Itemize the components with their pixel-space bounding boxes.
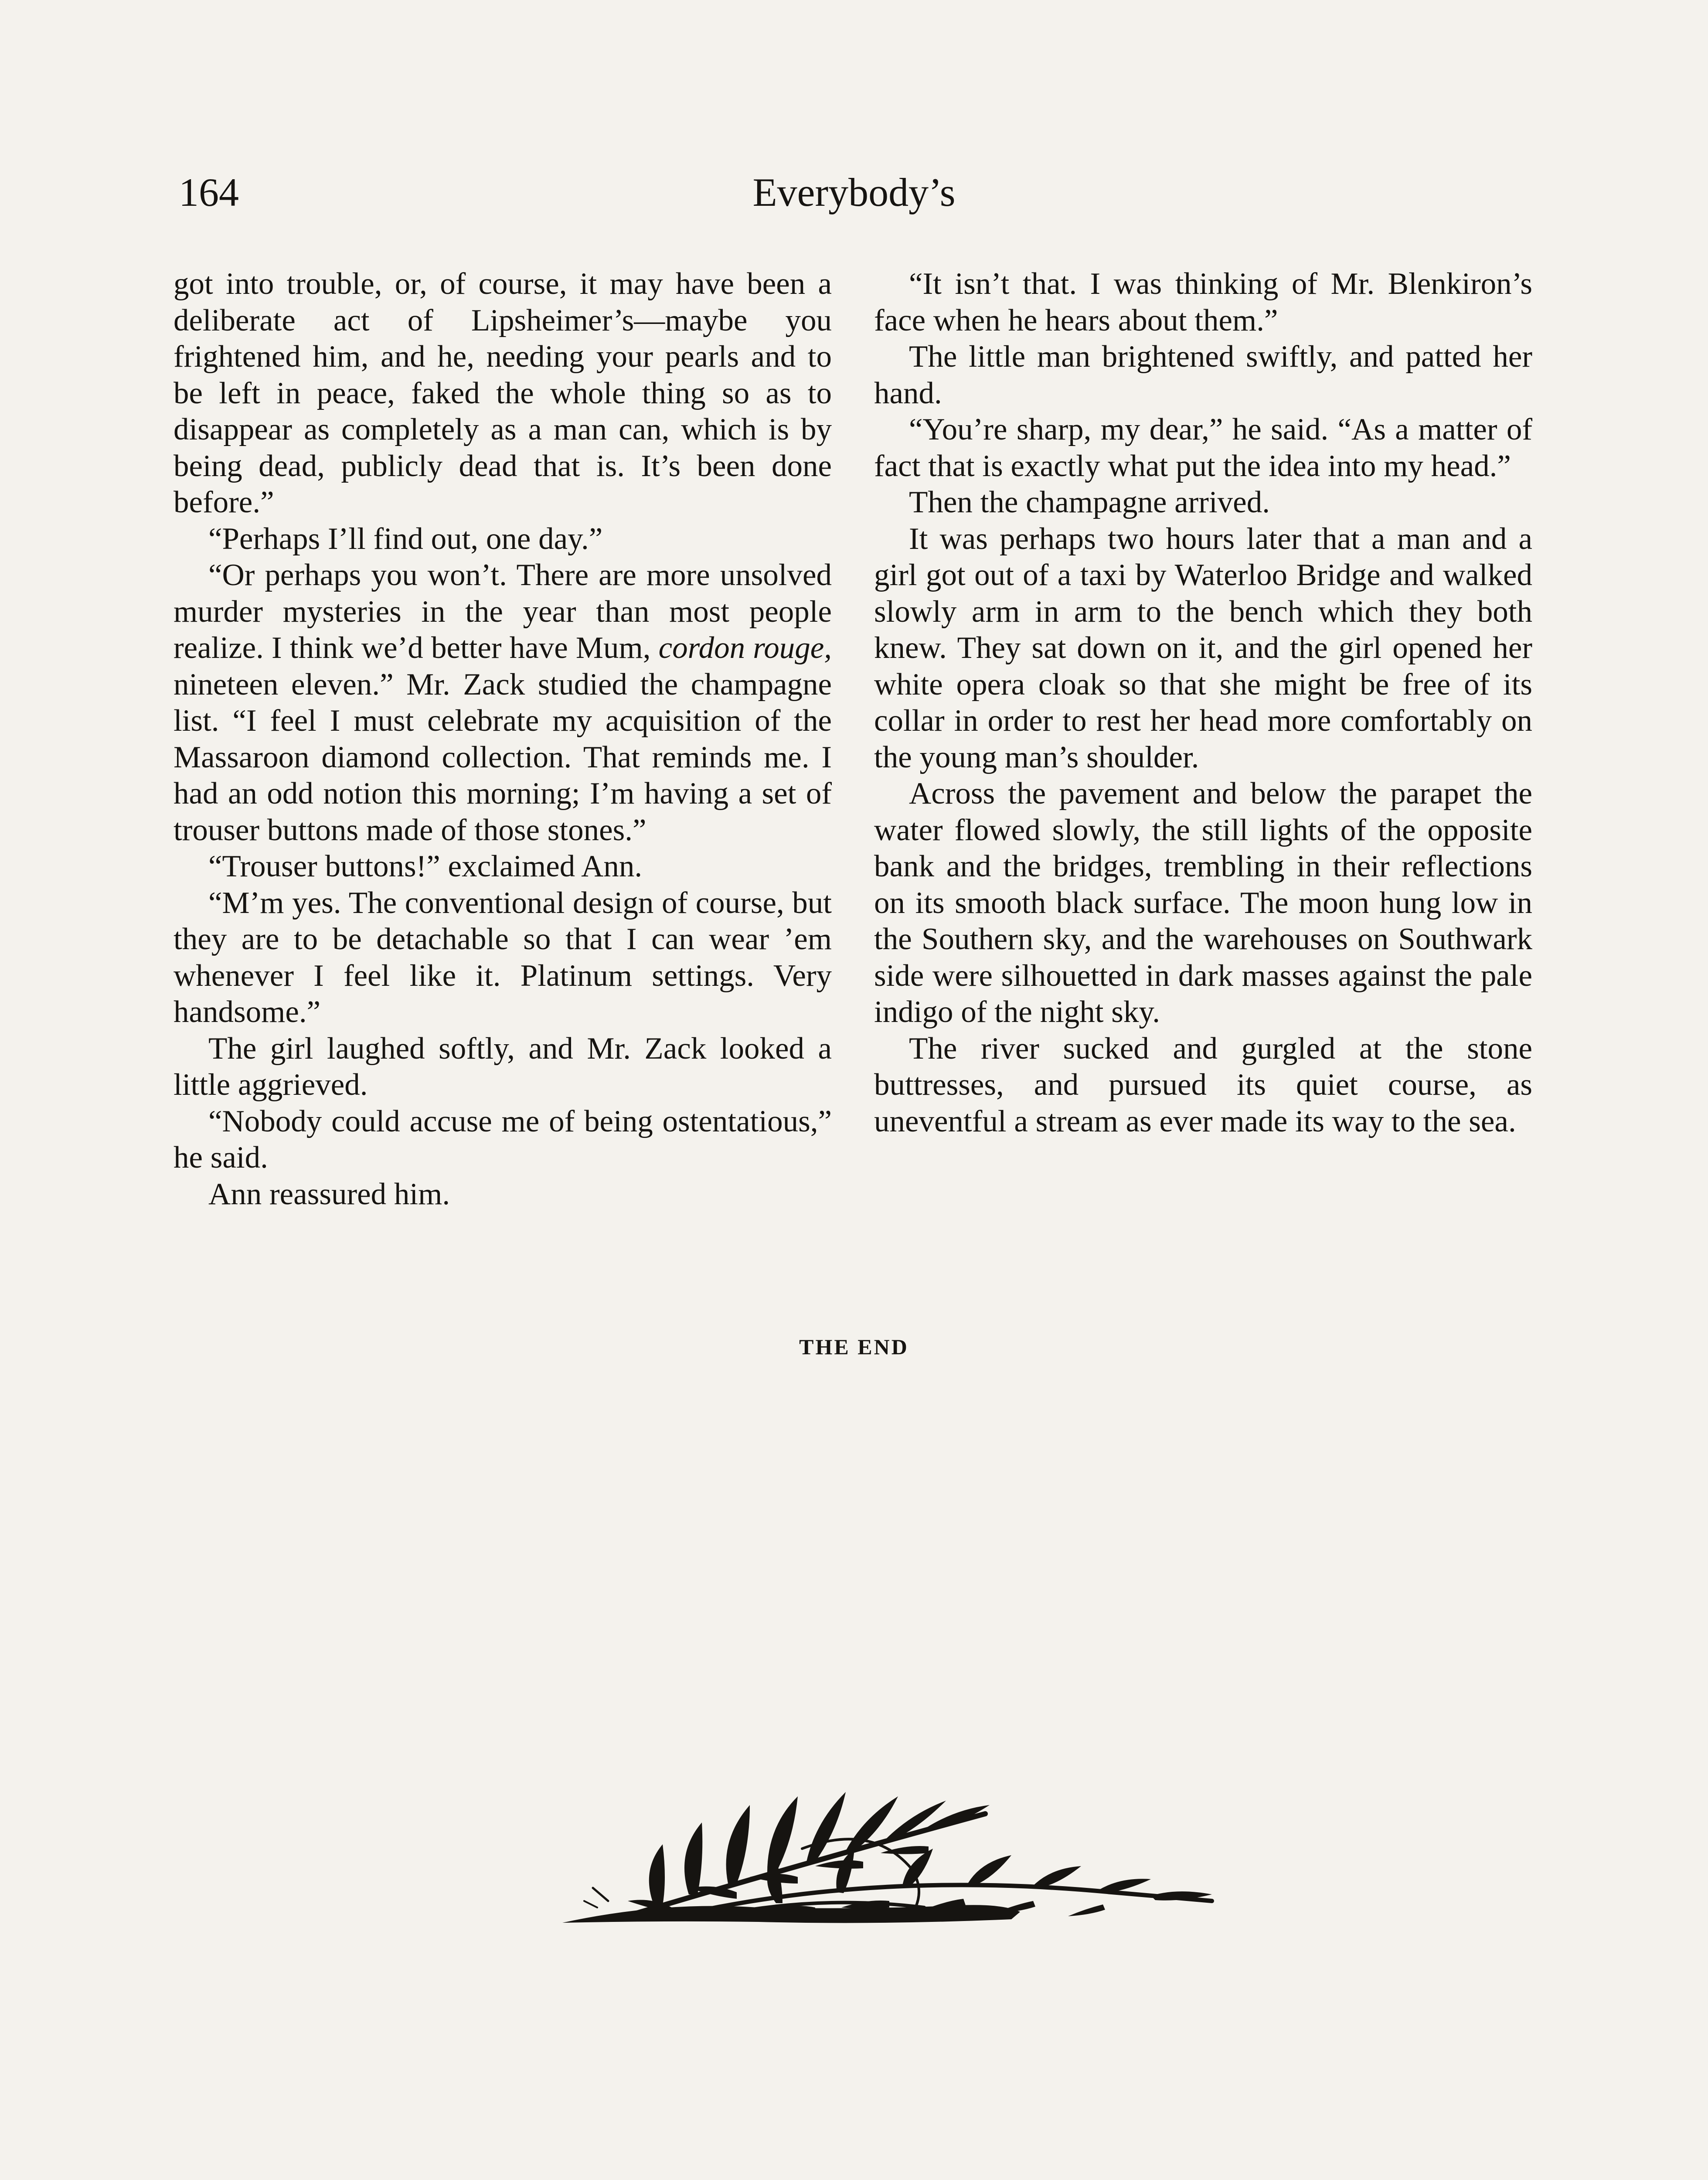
the-end-label: THE END xyxy=(799,1335,909,1359)
fern-sprig-icon xyxy=(532,1757,1269,1940)
paragraph-text: “Or perhaps you won’t. There are more unsolved murder mysteries in the year than most people realize. I think we’d better have Mum, xyxy=(174,558,832,665)
italic-text: cordon rouge, xyxy=(658,631,832,665)
paragraph: The river sucked and gurgled at the stone buttresses, and pursued its quiet course, as uneventful a stream as ever made its way to the sea. xyxy=(874,1031,1532,1138)
paragraph: “M’m yes. The conventional design of course, but they are to be detachable so that I can wear ’em whenever I feel like it. Platinum settings. Very handsome.” xyxy=(174,886,832,1029)
paragraph: It was perhaps two hours later that a man and a girl got out of a taxi by Waterloo Bridge and walked slowly arm in arm to the bench which they both knew. They sat down on it, and the girl opened her white opera cloak so that she might be free of its collar in order to rest her head more comfortably on the young man’s shoulder. xyxy=(874,521,1532,774)
paragraph: Across the pavement and below the parapet the water flowed slowly, the still lights of the opposite bank and the bridges, trembling in their reflections on its smooth black surface. The moon hung low in the Southern sky, and the warehouses on Southwark side were silhouetted in dark masses against the pale indigo of the night sky. xyxy=(874,777,1532,1029)
paragraph: “You’re sharp, my dear,” he said. “As a matter of fact that is exactly what put the idea into my head.” xyxy=(874,412,1532,483)
right-column xyxy=(874,266,1532,1140)
paragraph xyxy=(174,557,832,848)
paragraph: “It isn’t that. I was thinking of Mr. Blenkiron’s face when he hears about them.” xyxy=(874,267,1532,337)
paragraph: got into trouble, or, of course, it may have been a deliberate act of Lipsheimer’s—maybe you frightened him, and he, needing your pearls and to be left in peace, faked the whole thing so as to disappear as completely as a man can, which is by being dead, publicly dead that is. It’s been done before.” xyxy=(174,267,832,519)
paragraph: “Nobody could accuse me of being ostentatious,” he said. xyxy=(174,1104,832,1175)
paragraph: Then the champagne arrived. xyxy=(909,485,1270,519)
running-head: Everybody’s xyxy=(752,170,956,215)
paragraph: Ann reassured him. xyxy=(208,1177,450,1211)
left-column xyxy=(174,266,832,1213)
paragraph-text: nineteen eleven.” Mr. Zack studied the champagne list. “I feel I must celebrate my acquisition of the Massaroon diamond collection. That reminds me. I had an odd notion this morning; I’m having a set of trouser buttons made of those stones.” xyxy=(174,667,832,847)
paragraph: “Perhaps I’ll find out, one day.” xyxy=(208,521,603,556)
paragraph: The girl laughed softly, and Mr. Zack looked a little aggrieved. xyxy=(174,1031,832,1102)
paragraph: “Trouser buttons!” exclaimed Ann. xyxy=(208,849,643,883)
paragraph: The little man brightened swiftly, and patted her hand. xyxy=(874,340,1532,410)
page-number: 164 xyxy=(179,170,239,215)
